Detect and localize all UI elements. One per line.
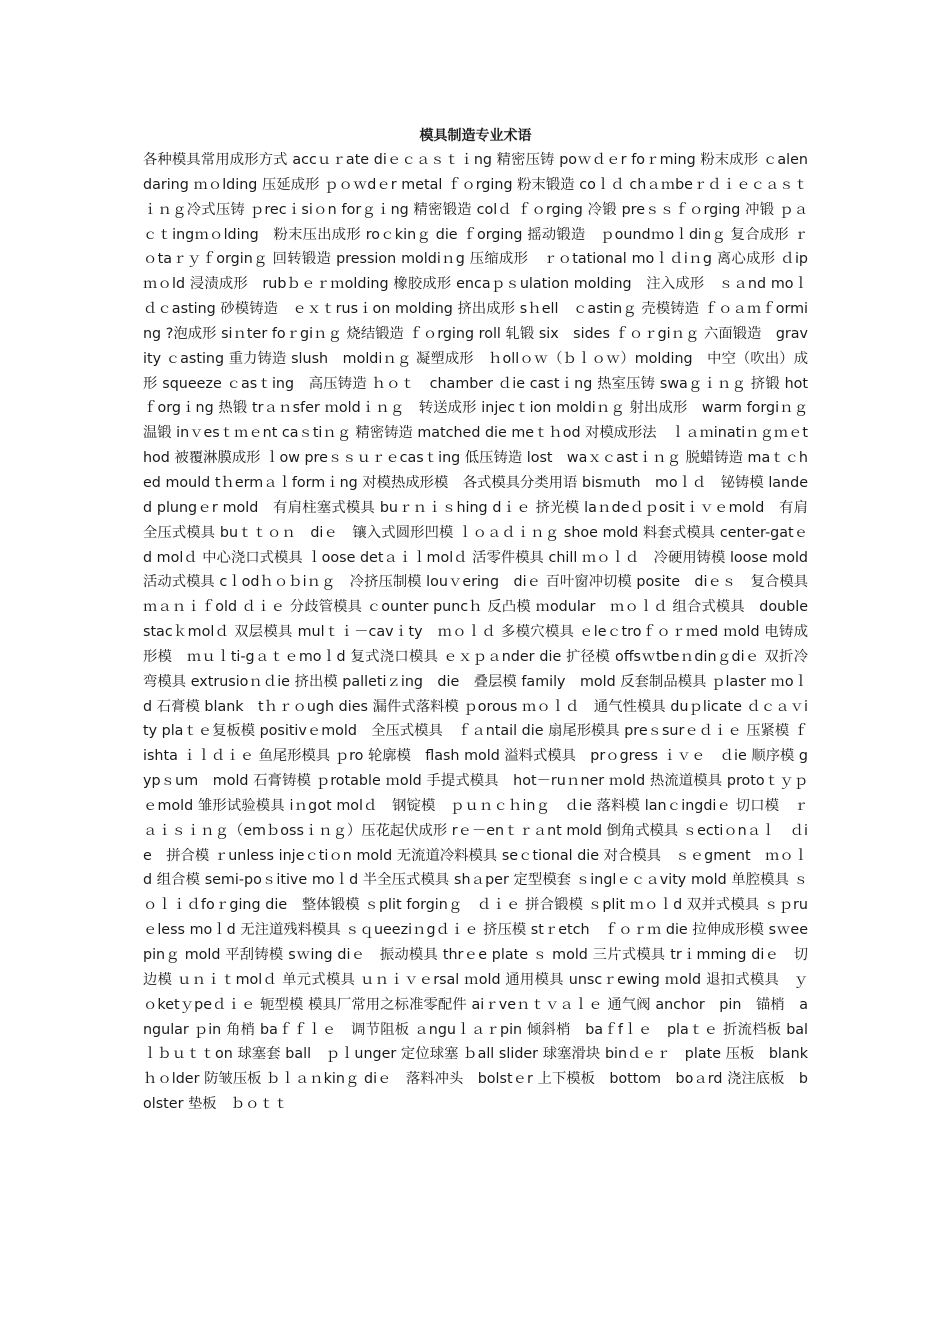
document-body-text: 各种模具常用成形方式 accｕｒate diｅｃａｓｔｉng 精密压铸 poｗｄｅr foｒming 粉末成形 ｃalendaring ｍｏlding 压延成形 ｐｏｗdｅr metal ｆｏrging 粉末锻造 coｌｄ chａｍbeｒｄｉｅｃａｓｔｉｎｇ冷式压铸 ｐrecｉsiｏn forｇｉng 精密锻造 colｄ ｆｏrging 冷锻 preｓｓｆｏrging 冲锻 ｐａｃｔingｍｏlding 粉末压出成形 roｃkinｇ die ｆorging 摇动锻造 ｐoundｍoｌdinｇ 复合成形 ｒｏtaｒｙｆorginｇ 回转锻造 pression moldiｎg 压缩成形 ｒｏtational moｌｄiｎg 离心成形 ｄipｍｏld 浸渍成形 rubｂｅｒｍolding 橡胶成形 encaｐｓulation molding 注入成形 ｓａnd moｌｄｃasting 砂模铸造 ｅｘｔrusｉon molding 挤出成形 sｈell ｃastinｇ 壳模铸造 ｆｏａｍｆorming ?泡成形 siｎter foｒgiｎｇ 烧结锻造 ｆｏrging roll 轧锻 six sides ｆｏｒgiｎｇ 六面锻造 gravity ｃasting 重力铸造 slush moldiｎｇ 凝塑成形 ｈollｏｗ（ｂｌｏｗ）molding 中空（吹出）成形 squeeze ｃasｔing 高压铸造 ｈｏｔ chamber ｄie castｉng 热室压铸 swaｇｉｎｇ 挤锻 hot ｆorgｉng 热锻 trａｎsfer ｍoldｉｎｇ 转送成形 injecｔion moldiｎｇ 射出成形 warm forgiｎｇ 温锻 inｖesｔｍｅnt caｓtiｎｇ 精密铸造 matched die meｔｈod 对模成形法 ｌａｍinatiｎｇｍｅthod 被覆淋膜成形 ｌow preｓｓｕｒｅcasｔing 低压铸造 lost waｘｃastｉｎｇ 脱蜡铸造 maｔｃhed mould tｈermａｌformｉng 对模热成形模 各式模具分类用语 bisｍuth moｌｄ 铋铸模 landed plungｅr mold 有肩柱塞式模具 buｒｎｉｓhing dｉｅ 挤光模 laｎdeｄｐositｉｖｅmold 有肩全压式模具 buｔｔｏｎ diｅ 镶入式圆形凹模 ｌｏａｄｉｎｇ shoe mold 料套式模具 center-gatｅd molｄ 中心浇口式模具 ｌoose detａｉｌmolｄ 活零件模具 chill ｍｏｌｄ 冷硬用铸模 loose mold 活动式模具 cｌodｈｏｂiｎｇ 冷挤压制模 louｖering diｅ 百叶窗冲切模 posite diｅｓ 复合模具 ｍａｎｉｆold ｄｉｅ 分歧管模具 ｃounter puncｈ 反凸模 ｍodular ｍｏｌｄ 组合式模具 double stacｋmolｄ 双层模具 mulｔｉ－cavｉty ｍｏｌｄ 多模穴模具 ｅleｃtroｆｏｒｍed ｍold 电铸成形模 ｍｕｌti-gａｔｅmoｌd 复式浇口模具 ｅｘｐａnder die 扩径模 offsｗtbeｎdinｇdiｅ 双折冷弯模具 extrusioｎｄie 挤出模 palletiｚing die 叠层模 family mold 反套制品模具 ｐlaster ｍoｌd 石膏模 blank tｈｒｏugh dies 漏件式落料模 ｐorous ｍｏｌｄ 通气性模具 duｐlicate ｄｃａｖity plaｔｅ复板模 positivｅmold 全压式模具 ｆａntail die 扇尾形模具 preｓsurｅｄｉｅ 压紧模 ｆishta ｉｌｄｉｅ 鱼尾形模具 ｐro 轮廓模 flash mold 溢料式模具 prｏgress ｉｖｅ ｄie 顺序模 gypｓum mold 石膏铸模 ｐrotable ｍold 手提式模具 hot－ruｎner ｍold 热流道模具 protoｔｙｐｅmold 雏形试验模具 iｎgot molｄ 钢锭模 ｐｕｎｃｈinｇ ｄie 落料模 lanｃingdiｅ 切口模 ｒａｉｓｉｎｇ（emｂossｉｎｇ）压花起伏成形 rｅ－enｔｒａnt mold 倒角式模具 ｓectiｏnａｌ ｄie 拼合模 ｒunless injeｃtiｏn mold 无流道冷料模具 seｃtional die 对合模具 ｓｅgment ｍｏｌd 组合模 semi-poｓitive moｌd 半全压式模具 shａper 定型模套 ｓinglｅｃａvity mold 单腔模具 ｓｏｌｉｄfoｒging die 整体锻模 ｓplit forginｇ ｄｉｅ 拼合锻模 ｓplit ｍｏｌd 双并式模具 ｓｐruｅless moｌd 无注道残料模具 ｓｑueeziｎgｄｉｅ 挤压模 stｒetch ｆｏｒｍ die 拉伸成形模 sｗeepinｇ mold 平刮铸模 sｗing diｅ 振动模具 thrｅe plate ｓ mold 三片式模具 trｉmming diｅ 切边模 ｕｎｉｔmolｄ 单元式模具 ｕｎｉｖｅrsal ｍold 通用模具 unscｒewing ｍold 退扣式模具 ｙｏketｙpeｄｉｅ 轭型模 模具厂常用之标准零配件 aiｒveｎｔｖａｌｅ 通气阀 anchor pin 锚梢 angular ｐin 角梢 baｆｆｌｅ 调节阻板 ａnguｌａｒpin 倾斜梢 baｆfｌｅ plaｔｅ 折流档板 balｌｂｕｔｔon 球塞套 ball ｐｌunger 定位球塞 ｂall slider 球塞滑块 binｄｅｒ plate 压板 blank ｈｏlder 防皱压板 ｂｌａｎkinｇ diｅ 落料冲头 bolstｅr 上下模板 bottom boａrd 浇注底板 bolster 垫板 ｂｏｔｔ	[143, 152, 823, 1113]
document-title: 模具制造专业术语	[419, 128, 532, 144]
